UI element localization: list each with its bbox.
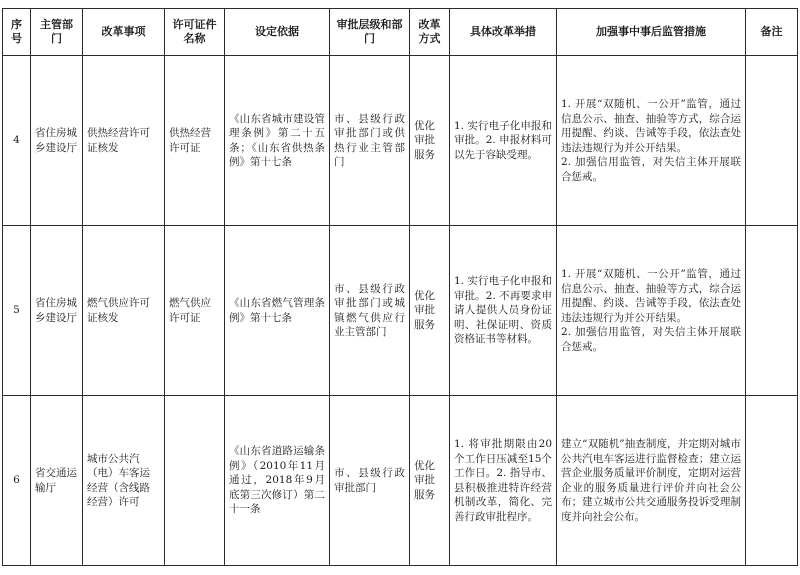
cell-note	[746, 56, 798, 226]
cell-dept: 省住房城乡建设厅	[31, 56, 83, 226]
header-seq: 序号	[3, 9, 31, 56]
cell-item: 供热经营许可证核发	[83, 56, 165, 226]
cell-note	[746, 396, 798, 566]
cell-method: 优化审批服务	[410, 226, 450, 396]
cell-license	[165, 396, 225, 566]
cell-supervision: 建立“双随机”抽查制度，并定期对城市公共汽电车客运进行监督检查；建立运营企业服务质量评价制度，定期对运营企业的服务质量进行评价并向社会公布；建立城市公共交通服务投诉受理制度并向社会公布。	[557, 396, 746, 566]
cell-level: 市、县级行政审批部门或城镇燃气供应行业主管部门	[330, 226, 410, 396]
table-row	[3, 226, 798, 396]
cell-measures: 1. 实行电子化申报和审批。2. 申报材料可以先于容缺受理。	[450, 56, 557, 226]
cell-license: 燃气供应许可证	[165, 226, 225, 396]
table-row	[3, 56, 798, 226]
header-license: 许可证件名称	[165, 9, 225, 56]
cell-seq: 6	[3, 396, 31, 566]
cell-seq: 5	[3, 226, 31, 396]
table-row	[3, 396, 798, 566]
cell-basis: 《山东省城市建设管理条例》第二十五条；《山东省供热条例》第十七条	[225, 56, 330, 226]
cell-dept: 省住房城乡建设厅	[31, 226, 83, 396]
reform-table	[2, 8, 798, 566]
header-level: 审批层级和部门	[330, 9, 410, 56]
cell-license: 供热经营许可证	[165, 56, 225, 226]
cell-supervision: 1. 开展“双随机、一公开”监管，通过信息公示、抽查、抽验等方式，综合运用提醒、约谈、告诫等手段，依法查处违法违规行为并公开结果。 2. 加强信用监管，对失信主体开展联合惩戒。	[557, 226, 746, 396]
cell-note	[746, 226, 798, 396]
cell-measures: 1. 实行电子化申报和审批。2. 不再要求申请人提供人员身份证明、社保证明、资质资格证书等材料。	[450, 226, 557, 396]
cell-method: 优化审批服务	[410, 396, 450, 566]
header-note: 备注	[746, 9, 798, 56]
cell-measures: 1. 将审批期限由20个工作日压减至15个工作日。2. 指导市、县积极推进特许经营机制改革，简化、完善行政审批程序。	[450, 396, 557, 566]
header-dept: 主管部门	[31, 9, 83, 56]
cell-level: 市、县级行政审批部门	[330, 396, 410, 566]
header-measures: 具体改革举措	[450, 9, 557, 56]
header-supervision: 加强事中事后监管措施	[557, 9, 746, 56]
cell-seq: 4	[3, 56, 31, 226]
cell-supervision: 1. 开展“双随机、一公开”监管，通过信息公示、抽查、抽验等方式，综合运用提醒、约谈、告诫等手段，依法查处违法违规行为并公开结果。 2. 加强信用监管，对失信主体开展联合惩戒。	[557, 56, 746, 226]
cell-basis: 《山东省燃气管理条例》第十七条	[225, 226, 330, 396]
cell-dept: 省交通运输厅	[31, 396, 83, 566]
header-row	[3, 9, 798, 56]
cell-level: 市、县级行政审批部门或供热行业主管部门	[330, 56, 410, 226]
cell-item: 燃气供应许可证核发	[83, 226, 165, 396]
cell-item: 城市公共汽（电）车客运经营（含线路经营）许可	[83, 396, 165, 566]
header-item: 改革事项	[83, 9, 165, 56]
header-method: 改革方式	[410, 9, 450, 56]
cell-method: 优化审批服务	[410, 56, 450, 226]
cell-basis: 《山东省道路运输条例》（2010年11月通过，2018年9月底第三次修订）第二十一条	[225, 396, 330, 566]
header-basis: 设定依据	[225, 9, 330, 56]
